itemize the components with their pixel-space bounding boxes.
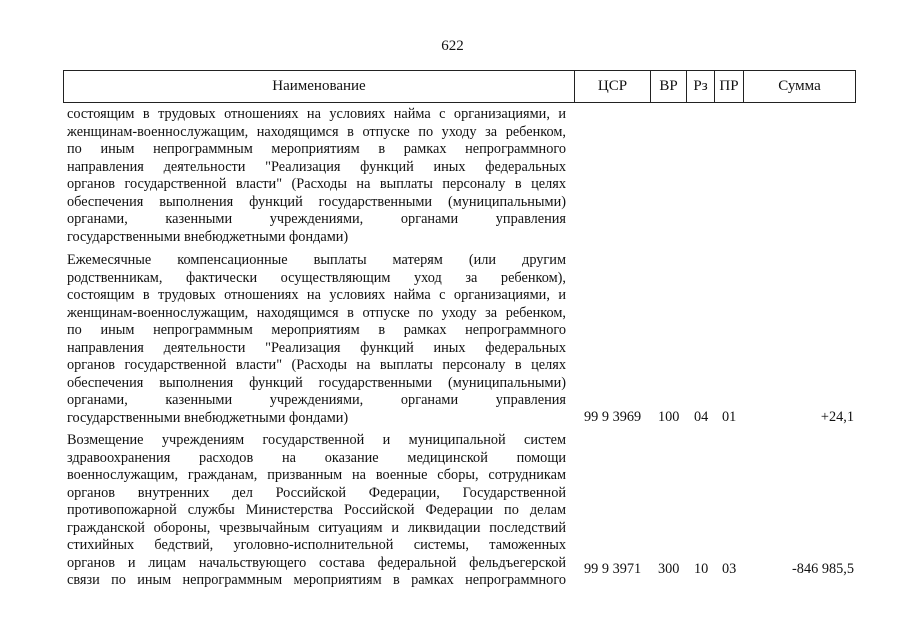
header-sum: Сумма <box>778 78 821 94</box>
page-number: 622 <box>441 38 464 54</box>
row-line: по иным непрограммным мероприятиям в рамках непрограммного <box>67 141 566 157</box>
row-line: женщинам-военнослужащим, находящимся в отпуске по уходу за ребенком, <box>67 304 566 321</box>
row-line: направления деятельности "Реализация функций иных федеральных <box>67 339 566 356</box>
row-line: противопожарной службы Министерства Российской Федерации по делам <box>67 502 566 518</box>
row-line: органов внутренних дел Российской Федерации, Государственной <box>67 484 566 501</box>
header-rz: Рз <box>687 71 715 102</box>
row-line: обеспечения выполнения функций государственными (муниципальными) <box>67 193 566 210</box>
row-line: женщинам-военнослужащим, находящимся в отпуске по уходу за ребенком, <box>67 123 566 140</box>
row-csr: 99 9 3971 <box>584 561 642 577</box>
row-pr: 01 <box>722 409 737 425</box>
row-line: органов и лицам начальствующего состава федеральной фельдъегерской <box>67 554 566 571</box>
row-sum: -846 985,5 <box>792 561 854 577</box>
row-line: здравоохранения расходов на оказание медицинской помощи <box>67 449 566 466</box>
row-line: стихийных бедствий, уголовно-исполнительной системы, таможенных <box>67 537 566 553</box>
header-pr: ПР <box>715 71 744 102</box>
row-csr: 99 9 3969 <box>584 409 642 425</box>
row-line: состоящим в трудовых отношениях на условиях найма с организациями, и <box>67 106 566 122</box>
row-line: связи по иным непрограммным мероприятиям в рамках непрограммного <box>67 572 566 588</box>
header-name: Наименование <box>64 71 575 102</box>
row-line: государственными внебюджетными фондами) <box>67 409 349 426</box>
table-row <box>63 252 856 430</box>
row-line: военнослужащим, гражданам, призванным на военные сборы, сотрудникам <box>67 467 566 483</box>
row-line: по иным непрограммным мероприятиям в рамках непрограммного <box>67 322 566 338</box>
header-csr: ЦСР <box>575 71 651 102</box>
row-line: направления деятельности "Реализация функций иных федеральных <box>67 158 566 175</box>
row-vr: 300 <box>658 561 680 577</box>
row-rz: 04 <box>694 409 709 425</box>
row-pr: 03 <box>722 561 737 577</box>
row-vr: 100 <box>658 409 680 425</box>
row-line: государственными внебюджетными фондами) <box>67 228 349 245</box>
row-line: состоящим в трудовых отношениях на условиях найма с организациями, и <box>67 287 566 303</box>
row-line: органов государственной власти" (Расходы на выплаты персоналу в целях <box>67 357 566 373</box>
row-line: Ежемесячные компенсационные выплаты матерям (или другим <box>67 252 566 268</box>
row-rz: 10 <box>694 561 709 577</box>
row-line: органов государственной власти" (Расходы на выплаты персоналу в целях <box>67 176 566 192</box>
row-name <box>67 106 566 246</box>
row-sum: +24,1 <box>820 409 854 425</box>
table-row <box>63 432 856 592</box>
row-line: Возмещение учреждениям государственной и муниципальной систем <box>67 432 566 448</box>
row-line: органами, казенными учреждениями, органами управления <box>67 392 566 408</box>
table-header <box>63 70 856 103</box>
table-row <box>63 106 856 248</box>
row-line: органами, казенными учреждениями, органами управления <box>67 211 566 227</box>
row-name <box>67 432 566 590</box>
row-line: обеспечения выполнения функций государственными (муниципальными) <box>67 374 566 391</box>
header-vr: ВР <box>651 71 687 102</box>
row-name <box>67 252 566 427</box>
row-line: гражданской обороны, чрезвычайным ситуациям и ликвидации последствий <box>67 519 566 536</box>
row-line: родственникам, фактически осуществляющим уход за ребенком), <box>67 269 566 286</box>
